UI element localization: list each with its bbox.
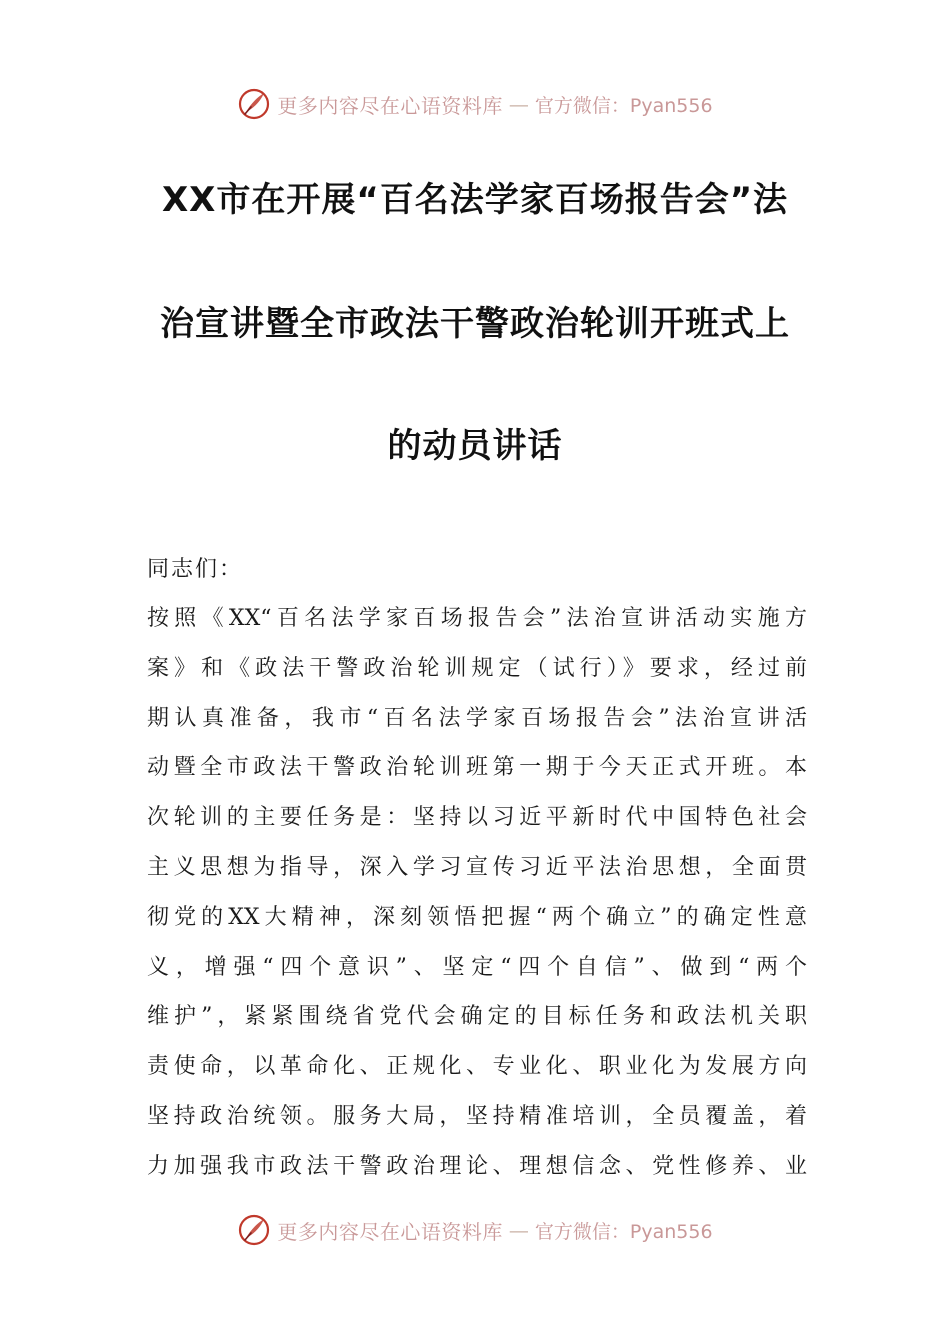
watermark-text: 更多内容尽在心语资料库 [277,93,503,118]
body-line: 主义思想为指导，深入学习宣传习近平法治思想，全面贯 [147,854,807,880]
body-line: 义，增强“四个意识”、坚定“四个自信”、做到“两个 [147,954,807,980]
salutation: 同志们： [147,557,244,582]
watermark-separator: — [508,1218,529,1242]
watermark-wechat: 官方微信：Pyan556 [534,94,713,117]
watermark-banner-top [0,84,950,124]
body-line: 维护”，紧紧围绕省党代会确定的目标任务和政法机关职 [147,1004,807,1030]
body-line: 责使命，以革命化、正规化、专业化、职业化为发展方向 [147,1054,807,1080]
watermark-wechat: 官方微信：Pyan556 [534,1220,713,1243]
body-line: 次轮训的主要任务是：坚持以习近平新时代中国特色社会 [147,805,807,831]
document-title-line-3: 的动员讲话 [387,426,563,466]
quill-logo-icon [237,1213,271,1247]
watermark-banner-bottom [0,1210,950,1250]
body-line: 力加强我市政法干警政治理论、理想信念、党性修养、业 [147,1153,807,1179]
quill-logo-icon [237,87,271,121]
document-title-line-1: XX市在开展“百名法学家百场报告会”法 [161,180,789,220]
body-line: 案》和《政法干警政治轮训规定（试行）》要求，经过前 [147,655,807,681]
body-paragraph [147,594,807,1192]
body-line: 按照《XX“百名法学家百场报告会”法治宣讲活动实施方 [147,606,807,631]
watermark-separator: — [508,92,529,116]
body-line: 坚持政治统领。服务大局，坚持精准培训，全员覆盖，着 [147,1103,807,1129]
watermark-text: 更多内容尽在心语资料库 [277,1219,503,1244]
document-title-line-2: 治宣讲暨全市政法干警政治轮训开班式上 [160,304,790,344]
body-line: 彻党的XX大精神，深刻领悟把握“两个确立”的确定性意 [147,904,807,930]
body-line: 动暨全市政法干警政治轮训班第一期于今天正式开班。本 [147,755,807,781]
body-line: 期认真准备，我市“百名法学家百场报告会”法治宣讲活 [147,705,807,731]
